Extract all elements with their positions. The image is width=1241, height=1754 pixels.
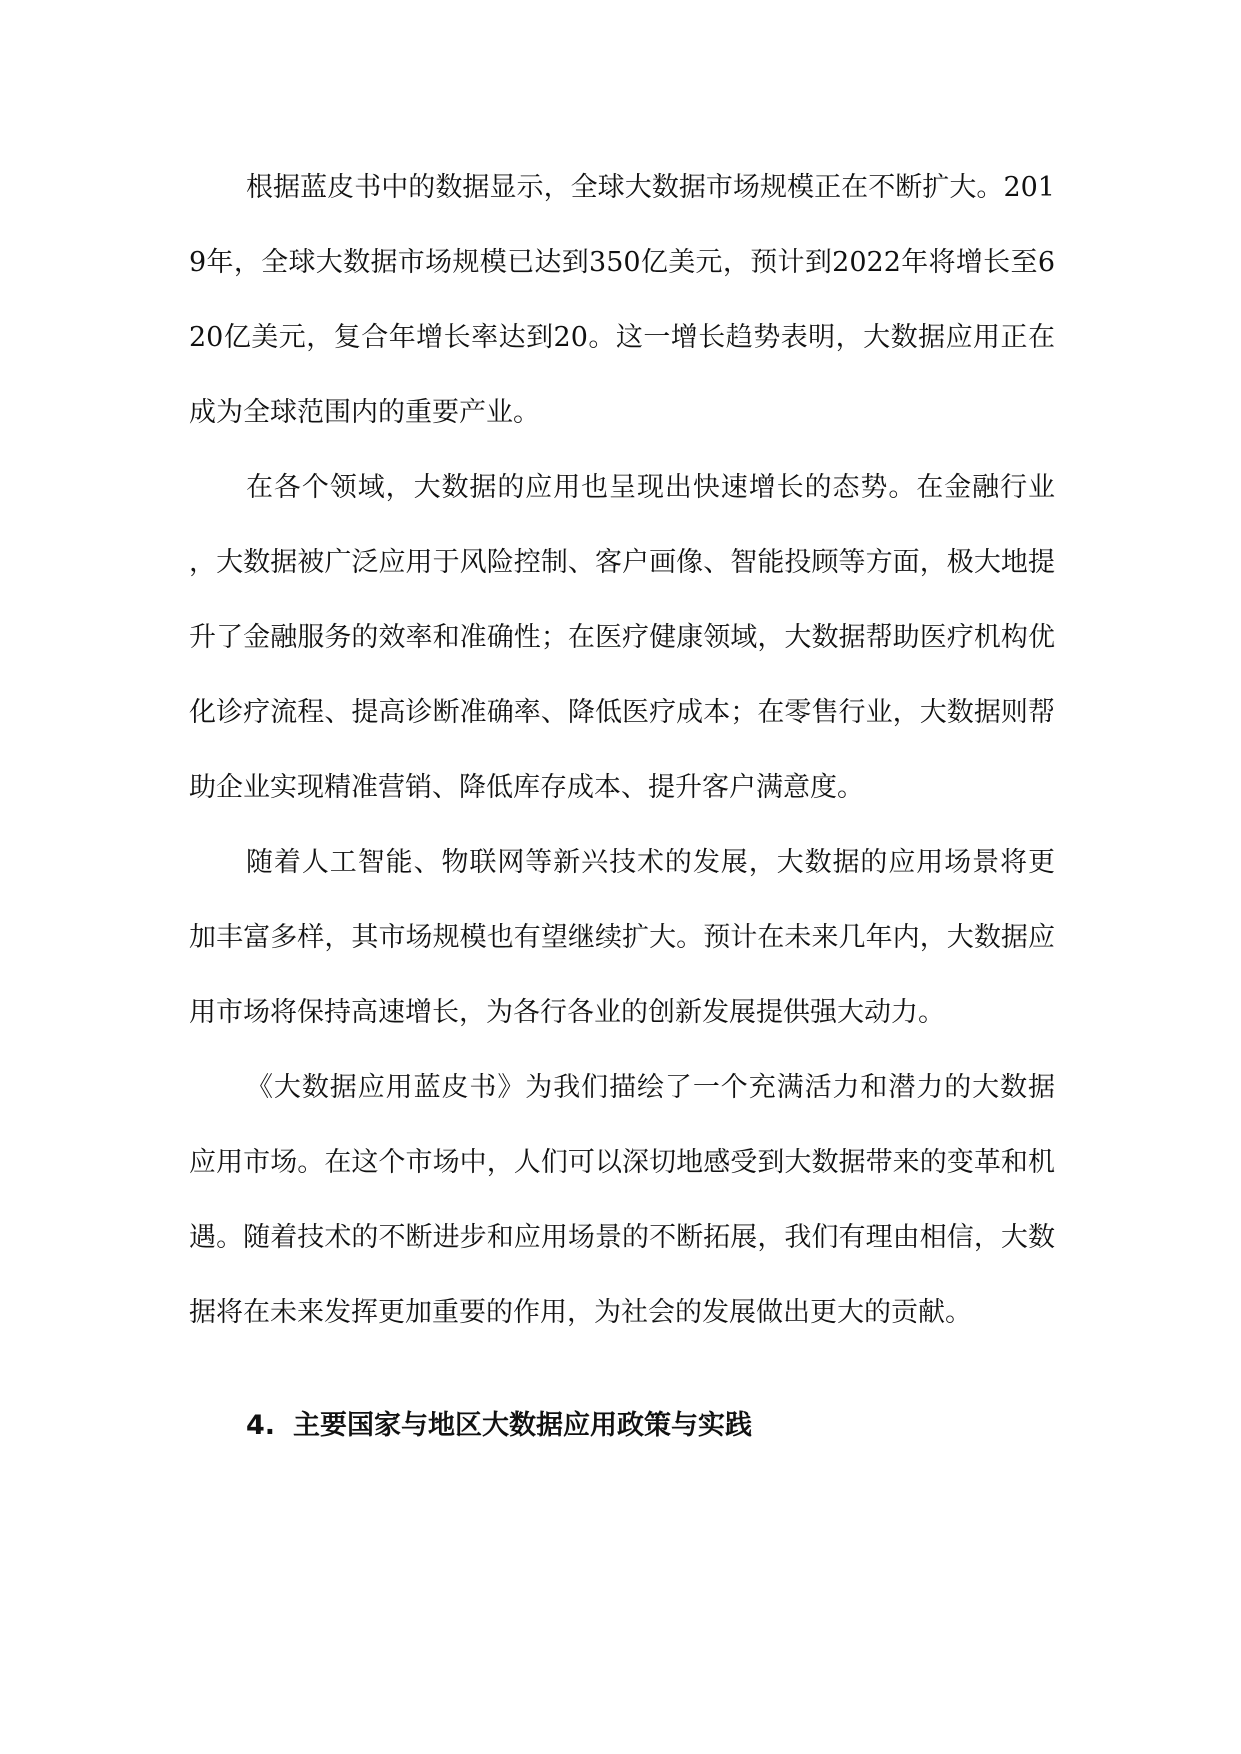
section-title: 主要国家与地区大数据应用政策与实践 bbox=[293, 1410, 753, 1441]
section-heading bbox=[189, 1388, 1055, 1463]
paragraph-industry-applications: 在各个领域，大数据的应用也呈现出快速增长的态势。在金融行业，大数据被广泛应用于风险控制、客户画像、智能投顾等方面，极大地提升了金融服务的效率和准确性；在医疗健康领域，大数据帮助医疗机构优化诊疗流程、提高诊断准确率、降低医疗成本；在零售行业，大数据则帮助企业实现精准营销、降低库存成本、提升客户满意度。 bbox=[189, 472, 1055, 803]
paragraph-emerging-tech: 随着人工智能、物联网等新兴技术的发展，大数据的应用场景将更加丰富多样，其市场规模也有望继续扩大。预计在未来几年内，大数据应用市场将保持高速增长，为各行各业的创新发展提供强大动力。 bbox=[189, 847, 1055, 1028]
paragraph-market-scale: 根据蓝皮书中的数据显示，全球大数据市场规模正在不断扩大。2019年，全球大数据市场规模已达到350亿美元，预计到2022年将增长至620亿美元，复合年增长率达到20。这一增长趋势表明，大数据应用正在成为全球范围内的重要产业。 bbox=[189, 172, 1055, 428]
paragraph-bluebook-summary: 《大数据应用蓝皮书》为我们描绘了一个充满活力和潜力的大数据应用市场。在这个市场中，人们可以深切地感受到大数据带来的变革和机遇。随着技术的不断进步和应用场景的不断拓展，我们有理由相信，大数据将在未来发挥更加重要的作用，为社会的发展做出更大的贡献。 bbox=[189, 1072, 1055, 1328]
section-number: 4. bbox=[246, 1410, 276, 1441]
document-body bbox=[189, 150, 1055, 1463]
